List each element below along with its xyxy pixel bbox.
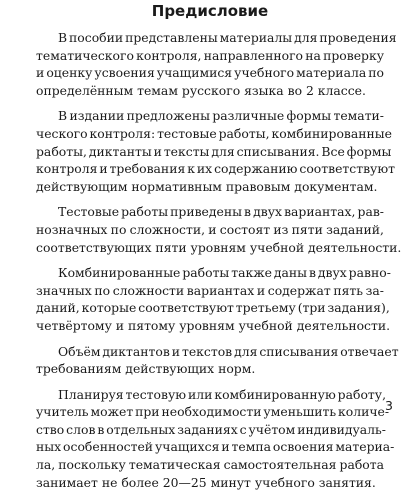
text-line: ных особенностей учащихся и темпа освоения материа- [36,439,395,455]
page-number: 3 [385,398,393,413]
paragraph [36,203,402,256]
page-title: Предисловие [151,2,269,20]
text-line: контроля и требования к их содержанию соответствуют [36,161,395,177]
preface-body [36,29,402,499]
text-line: действующим нормативным правовым документам. [36,178,378,194]
text-line: требованиям действующих норм. [36,361,256,377]
text-line: ла, поскольку тематическая самостоятельная работа [36,457,384,473]
text-line: значных по сложности вариантах и содержат пять за- [36,282,384,298]
text-line: соответствующих пяти уровням учебной деятельности. [36,239,402,255]
paragraph [36,264,391,334]
paragraph [36,29,397,99]
text-line: нозначных по сложности, и состоят из пяти заданий, [36,221,384,237]
text-line: Планируя тестовую или комбинированную работу, [58,386,387,402]
text-line: В издании предложены различные формы темати- [58,108,384,124]
text-line: тематического контроля, направленного на проверку [36,47,384,63]
text-line: Комбинированные работы также даны в двух равно- [58,265,391,281]
text-line: ство слов в отдельных заданиях с учётом индивидуаль- [36,421,386,437]
paragraph [36,343,399,378]
text-line: четвёртому и пятому уровням учебной деятельности. [36,317,391,333]
text-line: даний, которые соответствуют третьему (три задания), [36,300,390,316]
paragraph [36,386,395,492]
text-line: учитель может при необходимости уменьшить количе- [36,404,390,420]
text-line: Тестовые работы приведены в двух вариантах, рав- [58,204,384,220]
paragraph [36,107,395,195]
text-line: Объём диктантов и текстов для списывания отвечает [58,343,399,359]
text-line: работы, диктанты и тексты для списывания. Все формы [36,143,392,159]
text-line: ческого контроля: тестовые работы, комбинированные [36,125,392,141]
text-line: определённым темам русского языка во 2 классе. [36,82,366,98]
text-line: занимает не более 20—25 минут учебного занятия. [36,474,376,490]
text-line: В пособии представлены материалы для проведения [58,30,397,45]
text-line: и оценку усвоения учащимися учебного материала по [36,65,384,81]
